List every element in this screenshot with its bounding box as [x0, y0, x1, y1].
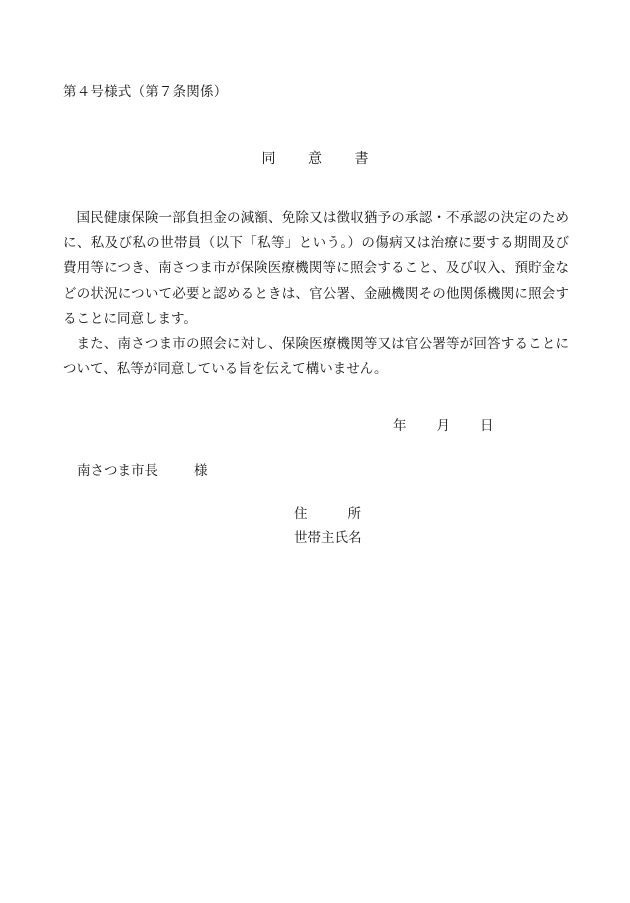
address-label-char-2: 所	[347, 506, 361, 522]
title-char-3: 書	[354, 151, 369, 167]
year-label: 年	[393, 418, 407, 434]
date-line	[393, 414, 494, 434]
title-char-1: 同	[261, 151, 276, 167]
addressee	[77, 459, 208, 479]
address-label-char-1: 住	[294, 506, 308, 522]
month-label: 月	[436, 418, 450, 434]
day-label: 日	[480, 418, 494, 434]
document-title	[0, 148, 630, 168]
consent-paragraph-1: 国民健康保険一部負担金の減額、免除又は徴収猶予の承認・不承認の決定のために、私及び私の世帯員（以下「私等」という。）の傷病又は治療に要する期間及び費用等につき、南さつま市が保険医療機関等に照会すること、及び収入、預貯金などの状況について必要と認めるときは、官公署、金融機関その他関係機関に照会することに同意します。	[63, 210, 569, 327]
addressee-honorific: 様	[194, 463, 208, 479]
applicant-block	[294, 502, 362, 550]
title-char-2: 意	[308, 151, 322, 167]
consent-paragraph-2: また、南さつま市の照会に対し、保険医療機関等又は官公署等が回答することについて、私等が同意している旨を伝えて構いません。	[63, 336, 569, 378]
address-label	[294, 502, 362, 526]
consent-body	[63, 206, 569, 382]
household-head-name-label: 世帯主氏名	[294, 530, 362, 546]
addressee-name: 南さつま市長	[77, 463, 158, 479]
form-number-label: 第４号様式（第７条関係）	[63, 84, 228, 100]
